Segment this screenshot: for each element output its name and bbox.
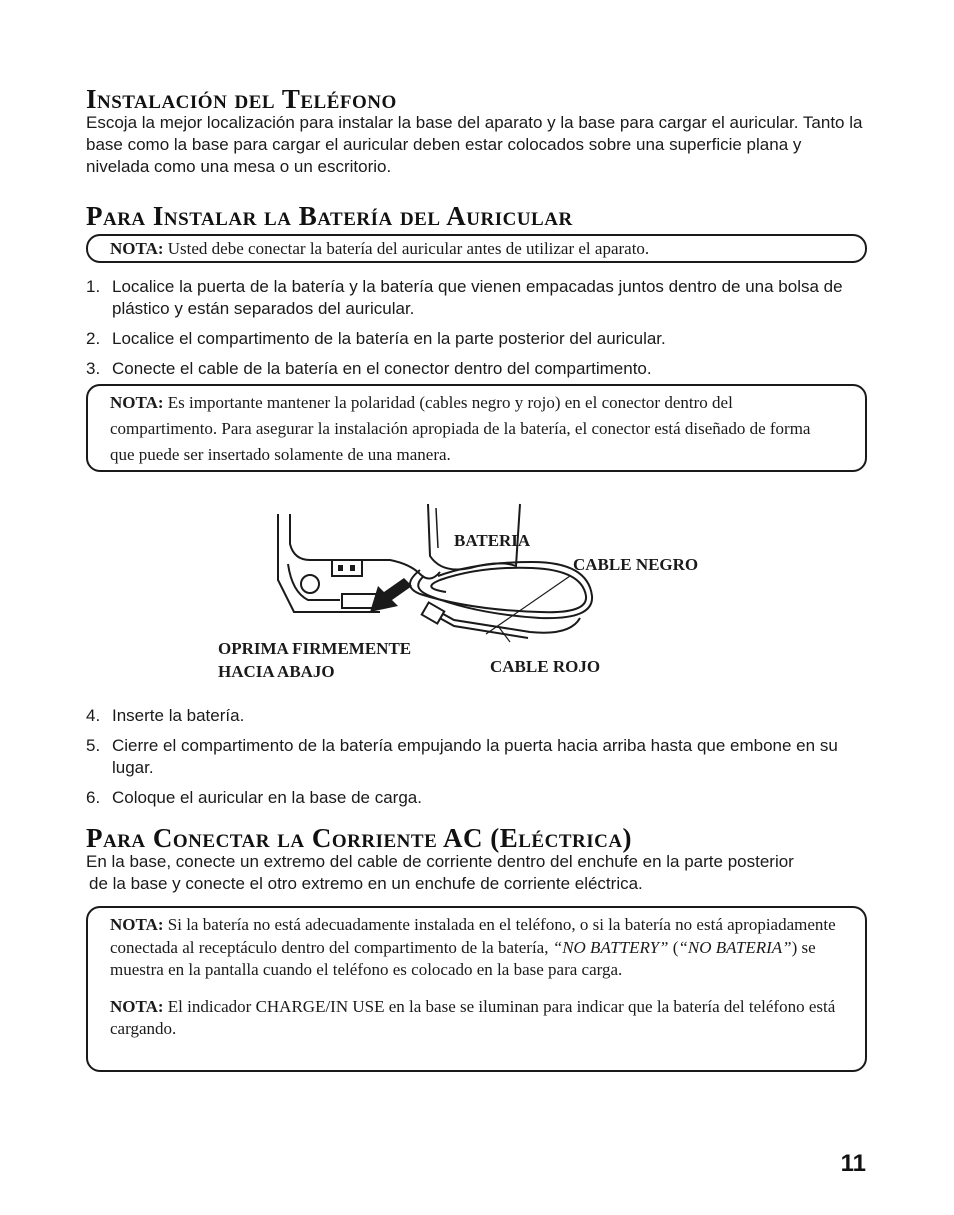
note-text: Es importante mantener la polaridad (cables negro y rojo) en el conector dentro del compartimento. Para asegurar la instalación apropiada de la batería, el conector está diseñado de forma que puede ser insertado solamente de una manera. [110,393,811,464]
list-item [86,328,856,350]
diagram-label-oprima-1: OPRIMA FIRMEMENTE [218,639,412,658]
note-paragraph-battery [110,914,841,982]
note-paragraph-charge [110,996,841,1041]
note-box-2 [86,384,867,472]
note-italic-no-bateria: “NO BATERIA” [678,937,792,957]
step-text: Cierre el compartimento de la batería empujando la puerta hacia arriba hasta que embone en su lugar. [112,736,838,777]
step-number: 4. [86,706,101,725]
step-number: 5. [86,736,101,755]
step-number: 3. [86,359,101,378]
step-text: Coloque el auricular en la base de carga. [112,788,422,807]
section-body-corriente-line1: En la base, conecte un extremo del cable de corriente dentro del enchufe en la parte posterior [86,852,794,871]
step-text: Conecte el cable de la batería en el conector dentro del compartimento. [112,359,652,378]
list-item [86,358,856,380]
note-italic-no-battery: “NO BATTERY” [552,937,669,957]
step-text: Localice la puerta de la batería y la batería que vienen empacadas juntos dentro de una bolsa de plástico y están separados del auricular. [112,277,843,318]
note-text: Usted debe conectar la batería del auricular antes de utilizar el aparato. [167,239,650,258]
list-item [86,735,856,779]
note-box-3 [86,906,867,1072]
step-text: Localice el compartimento de la batería en la parte posterior del auricular. [112,329,666,348]
section-body-instalacion: Escoja la mejor localización para instalar la base del aparato y la base para cargar el auricular. Tanto la base como la base para cargar el auricular deben estar colocados sobre una superficie plana y nivelada como una mesa o un escritorio. [86,113,863,176]
note-label: NOTA: [110,996,164,1016]
diagram-label-cable-negro: CABLE NEGRO [573,555,699,574]
step-number: 6. [86,788,101,807]
section-body-corriente-line2: de la base y conecte el otro extremo en un enchufe de corriente eléctrica. [89,874,643,893]
list-item [86,787,856,809]
diagram-label-cable-rojo: CABLE ROJO [490,657,601,676]
list-item [86,276,856,320]
page-number: 11 [840,1150,866,1177]
note-text: Si la batería no está adecuadamente instalada en el teléfono, o si la batería no está apropiadamente conectada al receptáculo dentro del compartimento de la batería, [110,915,836,957]
step-number: 2. [86,329,101,348]
note-box-1 [86,234,867,263]
battery-connection-illustration [270,500,610,650]
diagram-label-oprima-2: HACIA ABAJO [218,662,335,681]
note-text: El indicador CHARGE/IN USE en la base se iluminan para indicar que la batería del teléfono está cargando. [110,996,836,1038]
section-title-bateria: Para Instalar la Batería del Auricular [86,201,573,231]
diagram-label-bateria: BATERIA [454,531,531,550]
section-title-instalacion: Instalación del Teléfono [86,84,397,114]
note-label: NOTA: [110,239,164,258]
step-number: 1. [86,277,101,296]
note-text: ) se muestra en la pantalla cuando el teléfono es colocado en la base para carga. [110,937,816,979]
step-text: Inserte la batería. [112,706,245,725]
note-label: NOTA: [110,393,164,412]
note-paren: ( [672,937,679,957]
section-title-corriente: Para Conectar la Corriente AC (Eléctrica) [86,823,633,853]
list-item [86,705,856,727]
note-label: NOTA: [110,915,164,934]
